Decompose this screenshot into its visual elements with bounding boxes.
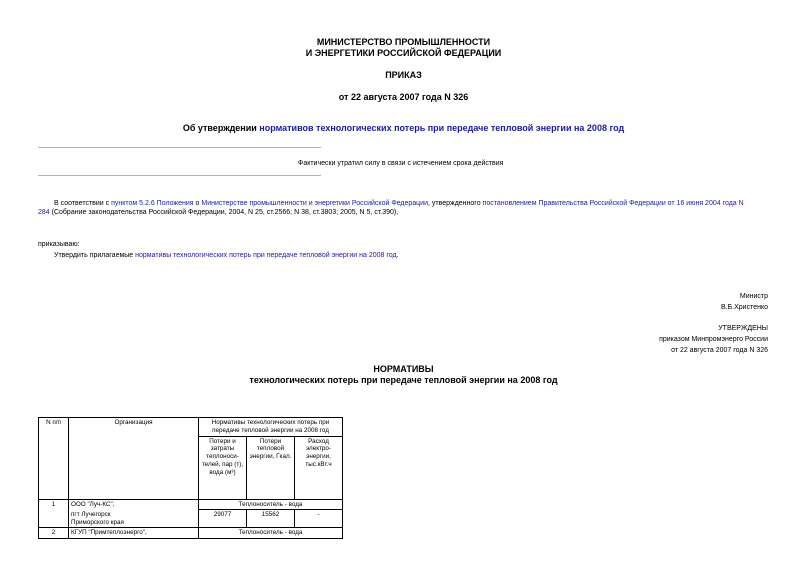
link-clause-526[interactable]: пунктом 5.2.6 Положения <box>111 200 194 207</box>
order-command: приказываю: <box>38 241 80 248</box>
table-row <box>39 528 343 539</box>
row1-location-line1: пгт Лучегорск <box>71 510 111 518</box>
preamble-text-1: В соответствии с <box>54 200 112 207</box>
header-num: N п/п <box>39 418 69 500</box>
document-title <box>0 123 807 134</box>
ministry-name-line1: МИНИСТЕРСТВО ПРОМЫШЛЕННОСТИ <box>316 37 491 47</box>
norms-table <box>38 417 343 539</box>
preamble-text-3: , утвержденного <box>427 200 483 207</box>
order-paragraph <box>54 251 399 260</box>
link-government-decree[interactable]: постановлением Правительства Российской Федерации от 16 июня 2004 года N <box>482 200 744 207</box>
row1-location-line2: Приморского края <box>71 518 124 526</box>
title-link[interactable]: нормативов технологических потерь при передаче тепловой энергии на 2008 год <box>259 123 625 133</box>
header-org: Организация <box>69 418 199 500</box>
order-date: от 22 августа 2007 года N 326 <box>338 92 469 102</box>
row2-num: 2 <box>39 528 69 539</box>
row1-location <box>69 510 199 528</box>
approval-line2: приказом Минпромэнерго России <box>659 336 768 343</box>
header-heat-loss: Потери тепловой энергии, Гкал. <box>247 436 295 499</box>
row2-carrier: Теплоноситель - вода <box>199 528 343 539</box>
title-prefix: Об утверждении <box>182 123 260 133</box>
link-ministry[interactable]: Министерстве промышленности и энергетики Российской Федерации <box>201 200 428 207</box>
divider-top <box>38 147 321 148</box>
header-carrier-loss: Потери и затраты теплоноси-телей, пар (т), вода (м³) <box>199 436 247 499</box>
row1-loss-heat: 15562 <box>247 510 295 528</box>
preamble-paragraph <box>38 199 770 217</box>
preamble-text-2: о <box>193 200 202 207</box>
order-label: ПРИКАЗ <box>385 70 422 80</box>
norms-title: НОРМАТИВЫ <box>373 364 434 374</box>
preamble-text-4: (Собрание законодательства Российской Федерации, 2004, N 25, ст.2566; N 38, ст.3803; 2005, N 5, ст.390), <box>49 209 399 216</box>
link-norms[interactable]: нормативы технологических потерь при передаче тепловой энергии на 2008 год <box>135 252 397 259</box>
divider-bottom <box>38 175 321 176</box>
row2-org-name: КГУП "Примтеплоэнерго", <box>69 528 199 539</box>
norms-subtitle: технологических потерь при передаче тепловой энергии на 2008 год <box>249 375 558 385</box>
header-group: Нормативы технологических потерь при передаче тепловой энергии на 2008 год <box>199 418 343 437</box>
row1-org-name: ООО "Луч-КС", <box>69 499 199 510</box>
header-electricity: Расход электро-энергии, тыс.кВт.ч <box>295 436 343 499</box>
row1-num: 1 <box>39 499 69 528</box>
approval-line3: от 22 августа 2007 года N 326 <box>671 347 768 354</box>
table-row <box>39 510 343 528</box>
ministry-name-line2: И ЭНЕРГЕТИКИ РОССИЙСКОЙ ФЕДЕРАЦИИ <box>305 48 502 58</box>
table-header-row <box>39 418 343 437</box>
signature-name: В.Б.Христенко <box>720 304 768 311</box>
link-government-decree-number[interactable]: 284 <box>38 209 50 216</box>
row1-electricity: - <box>295 510 343 528</box>
row1-loss-carrier: 29077 <box>199 510 247 528</box>
status-note: Фактически утратил силу в связи с истечением срока действия <box>298 160 504 167</box>
order-text-1: Утвердить прилагаемые <box>54 252 136 259</box>
row1-carrier: Теплоноситель - вода <box>199 499 343 510</box>
signature-position: Министр <box>739 293 768 300</box>
approval-line1: УТВЕРЖДЕНЫ <box>718 325 768 332</box>
order-text-2: . <box>396 252 399 259</box>
table-row <box>39 499 343 510</box>
